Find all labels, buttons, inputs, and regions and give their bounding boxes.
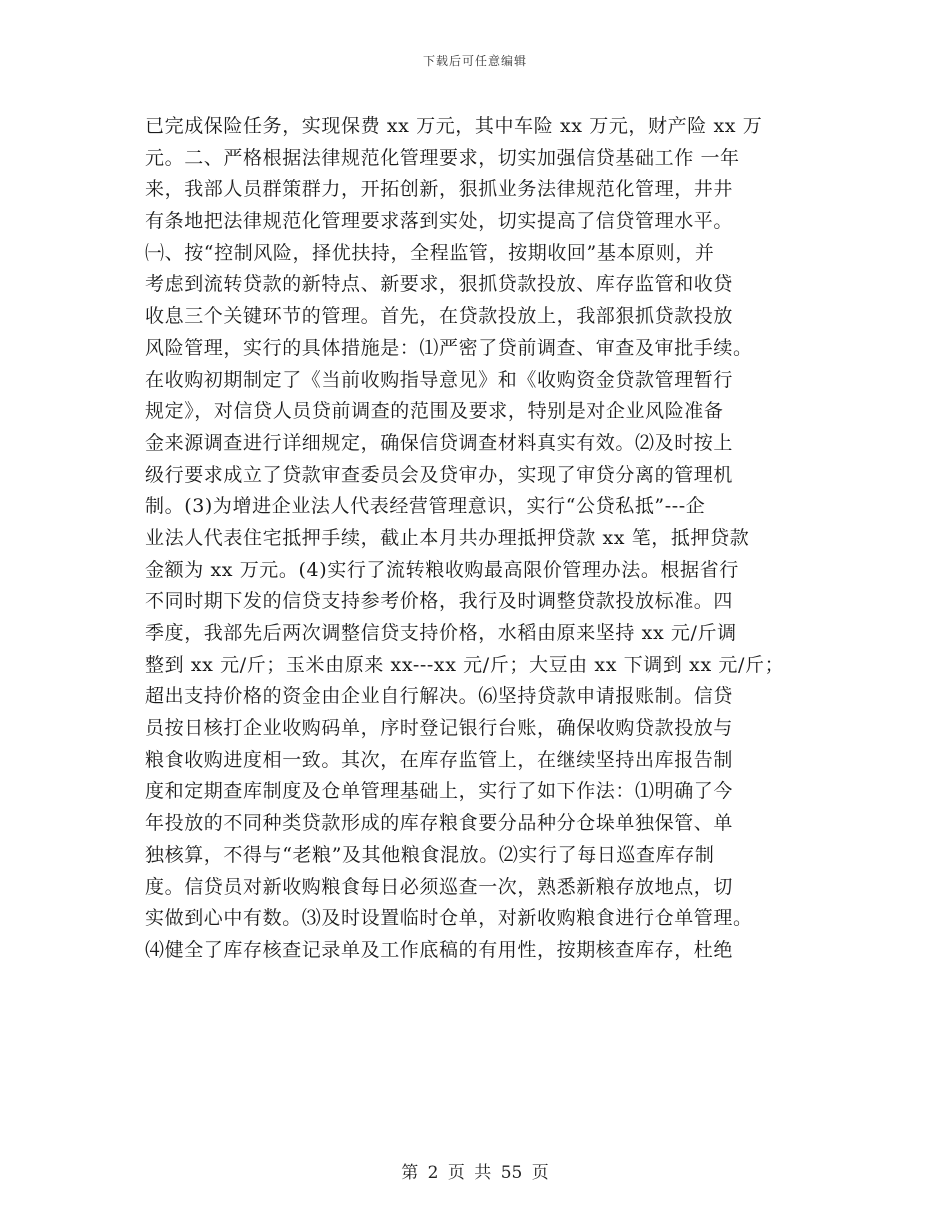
body-line: 度。信贷员对新收购粮食每日必须巡查一次，熟悉新粮存放地点，切: [145, 875, 734, 898]
document-body: [145, 111, 805, 967]
page-header: 下载后可任意编辑: [422, 54, 527, 68]
body-line: 已完成保险任务，实现保费 xx 万元，其中车险 xx 万元，财产险 xx 万: [145, 115, 763, 137]
body-line: 风险管理，实行的具体措施是：⑴严密了贷前调查、审查及审批手续。: [145, 336, 753, 359]
body-line: 实做到心中有数。⑶及时设置临时仓单，对新收购粮食进行仓单管理。: [145, 907, 753, 930]
body-line: 金来源调查进行详细规定，确保信贷调查材料真实有效。⑵及时按上: [145, 431, 734, 454]
body-line: 员按日核打企业收购码单，序时登记银行台账，确保收购贷款投放与: [145, 717, 734, 740]
body-line: 整到 xx 元/斤；玉米由原来 xx---xx 元/斤；大豆由 xx 下调到 xx 元/斤；: [145, 653, 785, 676]
body-line: 独核算，不得与“老粮”及其他粮食混放。⑵实行了每日巡查库存制: [145, 843, 715, 866]
body-line: 年投放的不同种类贷款形成的库存粮食要分品种分仓垛单独保管、单: [145, 812, 734, 835]
body-line: 规定》，对信贷人员贷前调查的范围及要求，特别是对企业风险准备: [145, 400, 724, 423]
body-line: 元。二、严格根据法律规范化管理要求，切实加强信贷基础工作 一年: [145, 146, 740, 169]
body-line: ⑷健全了库存核查记录单及工作底稿的有用性，按期核查库存，杜绝: [145, 938, 734, 961]
body-line: 收息三个关键环节的管理。首先，在贷款投放上，我部狠抓贷款投放: [145, 305, 734, 328]
body-line: 制。(3)为增进企业法人代表经营管理意识，实行“公贷私抵”---企: [145, 495, 706, 518]
body-line: 不同时期下发的信贷支持参考价格，我行及时调整贷款投放标准。四: [145, 590, 734, 613]
body-line: 业法人代表住宅抵押手续，截止本月共办理抵押贷款 xx 笔，抵押贷款: [145, 526, 750, 549]
body-line: 金额为 xx 万元。(4)实行了流转粮收购最高限价管理办法。根据省行: [145, 558, 739, 581]
body-line: 在收购初期制定了《当前收购指导意见》和《收购资金贷款管理暂行: [145, 368, 734, 391]
body-line: 度和定期查库制度及仓单管理基础上，实行了如下作法：⑴明确了今: [145, 780, 734, 803]
body-line: 超出支持价格的资金由企业自行解决。⑹坚持贷款申请报账制。信贷: [145, 685, 734, 708]
body-line: 粮食收购进度相一致。其次，在库存监管上，在继续坚持出库报告制: [145, 748, 734, 771]
body-line: ㈠、按“控制风险，择优扶持，全程监管，按期收回”基本原则，并: [145, 241, 715, 264]
body-line: 来，我部人员群策群力，开拓创新，狠抓业务法律规范化管理，井井: [145, 178, 734, 201]
body-line: 级行要求成立了贷款审查委员会及贷审办，实现了审贷分离的管理机: [145, 463, 734, 486]
body-line: 考虑到流转贷款的新特点、新要求，狠抓贷款投放、库存监管和收贷: [145, 273, 734, 296]
body-line: 季度，我部先后两次调整信贷支持价格，水稻由原来坚持 xx 元/斤调: [145, 622, 737, 644]
page-number: 第 2 页 共 55 页: [401, 1163, 549, 1183]
body-line: 有条地把法律规范化管理要求落到实处，切实提高了信贷管理水平。: [145, 210, 734, 233]
